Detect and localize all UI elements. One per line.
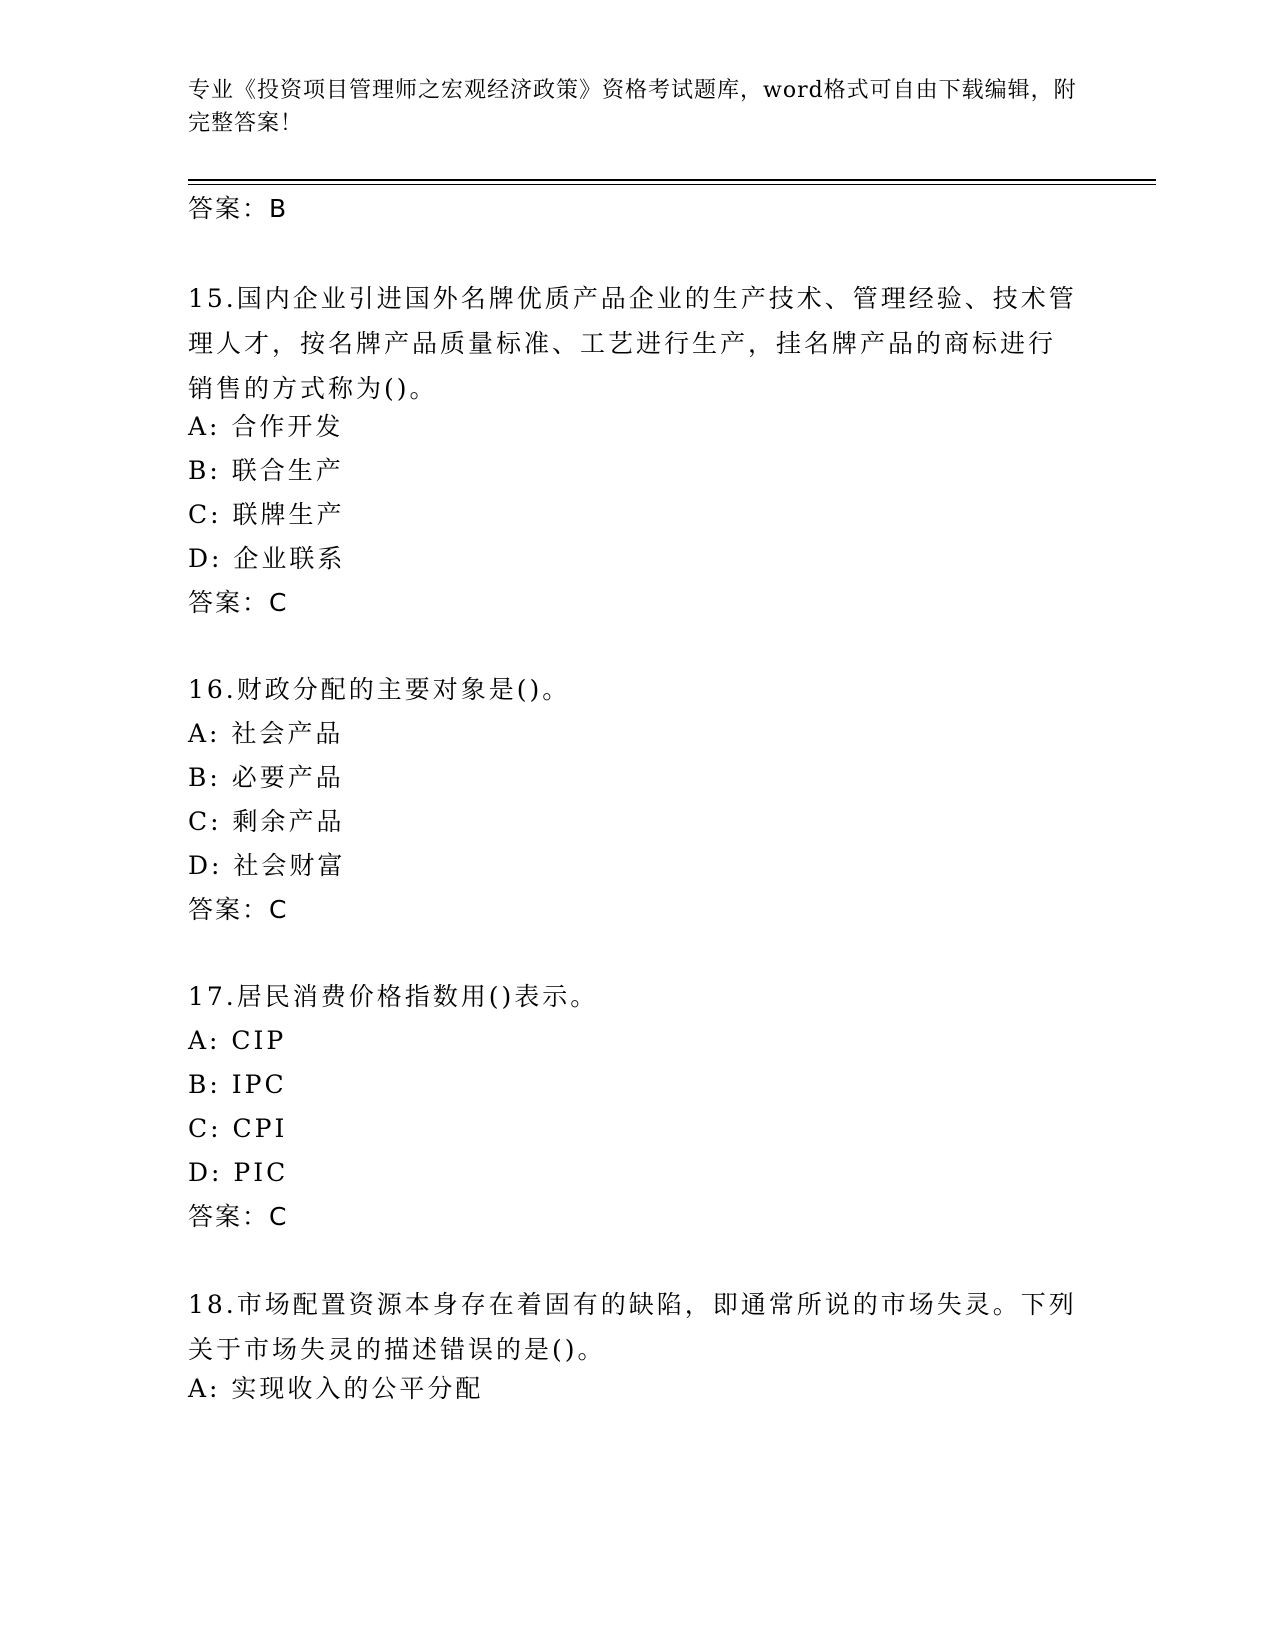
question-16-stem: 16.财政分配的主要对象是()。 bbox=[188, 675, 571, 704]
question-17-option-a: A: CIP bbox=[188, 1026, 287, 1055]
question-15-option-a: A: 合作开发 bbox=[188, 412, 344, 441]
question-17-option-b: B: IPC bbox=[188, 1070, 287, 1099]
question-18-option-a: A: 实现收入的公平分配 bbox=[188, 1374, 484, 1403]
question-15-option-d: D: 企业联系 bbox=[188, 544, 346, 573]
question-15-option-b: B: 联合生产 bbox=[188, 456, 344, 485]
question-17-option-c: C: CPI bbox=[188, 1114, 288, 1143]
question-16-option-c: C: 剩余产品 bbox=[188, 807, 345, 836]
header-divider-thin bbox=[188, 184, 1156, 185]
answer-16: 答案：C bbox=[188, 895, 289, 924]
question-15-option-c: C: 联牌生产 bbox=[188, 500, 345, 529]
document-header: 专业《投资项目管理师之宏观经济政策》资格考试题库，word格式可自由下载编辑，附完整答案！ bbox=[188, 78, 1077, 136]
question-16-option-a: A: 社会产品 bbox=[188, 719, 344, 748]
header-divider-thick bbox=[188, 179, 1156, 181]
answer-15: 答案：C bbox=[188, 588, 289, 617]
answer-17: 答案：C bbox=[188, 1202, 289, 1231]
question-18-stem: 18.市场配置资源本身存在着固有的缺陷，即通常所说的市场失灵。下列关于市场失灵的描述错误的是()。 bbox=[188, 1290, 1077, 1364]
question-17-stem: 17.居民消费价格指数用()表示。 bbox=[188, 982, 599, 1011]
question-16-option-b: B: 必要产品 bbox=[188, 763, 344, 792]
answer-14: 答案：B bbox=[188, 194, 289, 223]
question-15-stem: 15.国内企业引进国外名牌优质产品企业的生产技术、管理经验、技术管理人才，按名牌产品质量标准、工艺进行生产，挂名牌产品的商标进行销售的方式称为()。 bbox=[188, 284, 1077, 403]
question-17-option-d: D: PIC bbox=[188, 1158, 289, 1187]
question-16-option-d: D: 社会财富 bbox=[188, 851, 346, 880]
